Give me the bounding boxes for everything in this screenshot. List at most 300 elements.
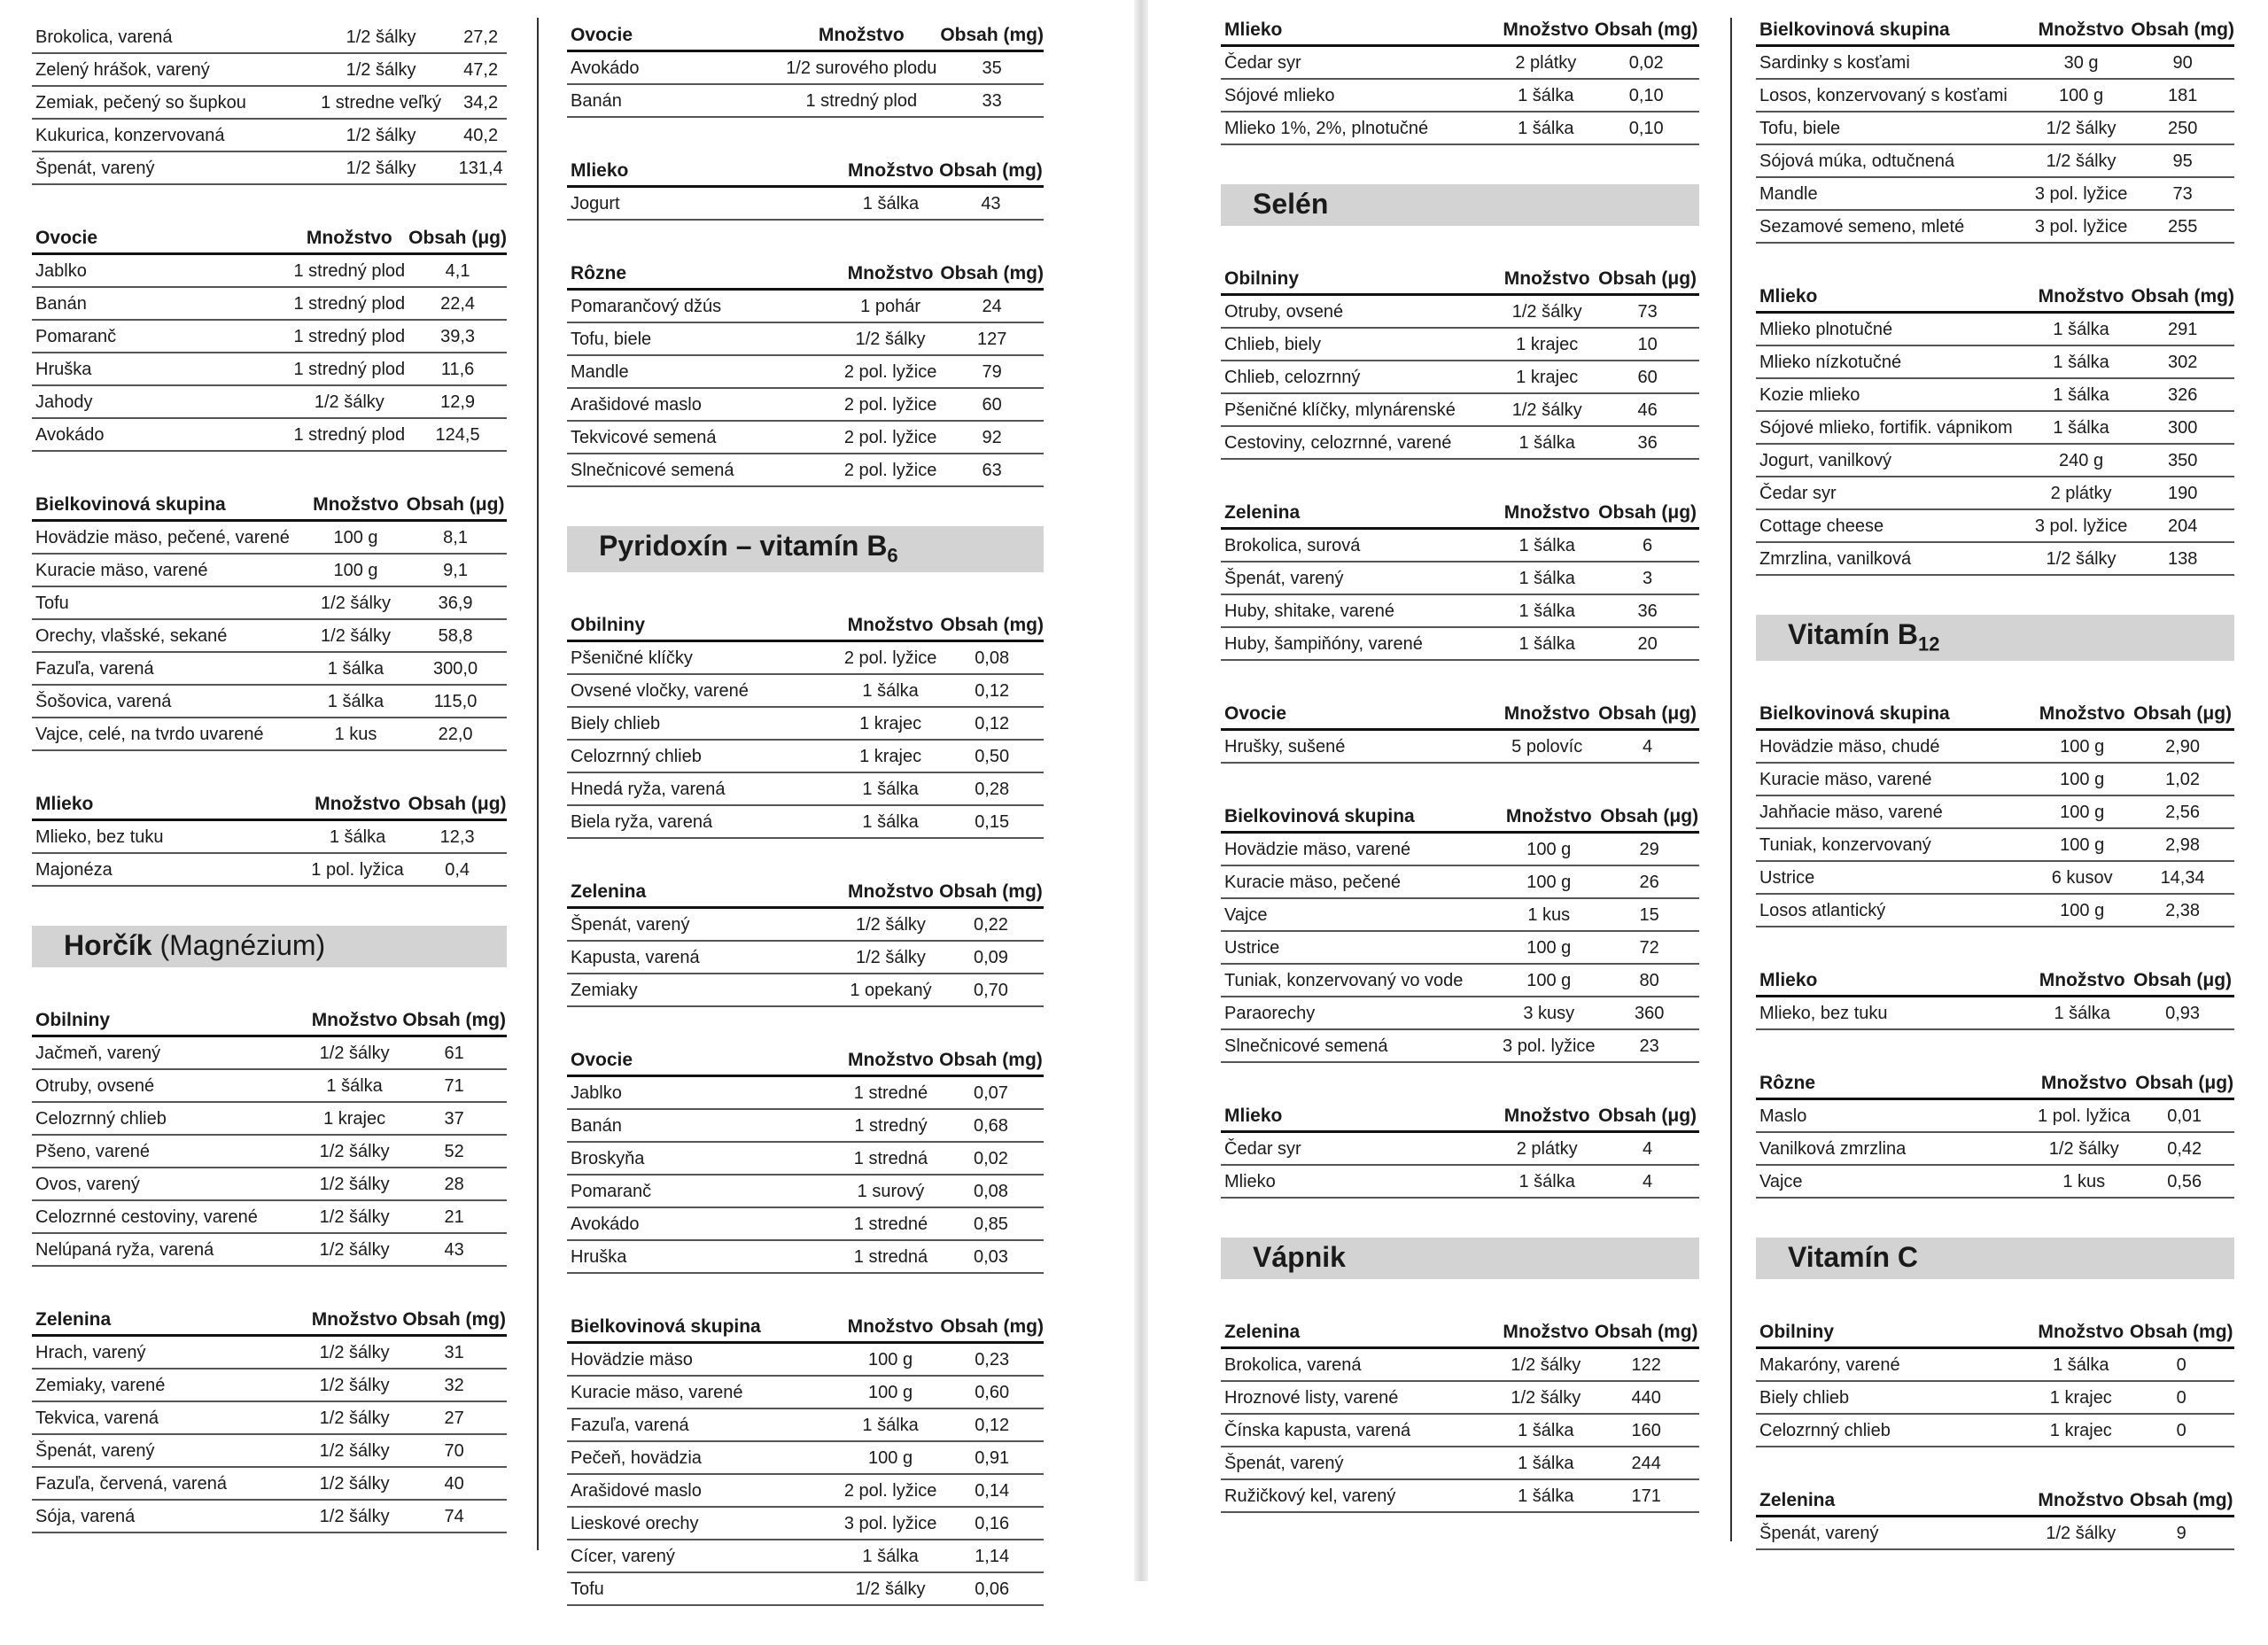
content-value: 131,4 bbox=[451, 151, 507, 184]
table-row bbox=[32, 119, 507, 151]
food-name: Paraorechy bbox=[1221, 997, 1498, 1029]
food-name: Kozie mlieko bbox=[1756, 378, 2031, 411]
quantity: 1 pohár bbox=[841, 290, 937, 323]
quantity: 1/2 šálky bbox=[307, 1200, 398, 1233]
content-value: 90 bbox=[2127, 46, 2234, 80]
quantity: 1/2 šálky bbox=[307, 53, 451, 86]
food-name: Tofu, biele bbox=[567, 322, 841, 355]
content-value: 28 bbox=[398, 1168, 507, 1200]
quantity: 2 pol. lyžice bbox=[841, 421, 937, 454]
table-row bbox=[1756, 144, 2234, 177]
content-value: 9,1 bbox=[400, 554, 507, 586]
quantity: 1 šálka bbox=[307, 652, 400, 685]
table-row bbox=[1756, 795, 2234, 828]
quantity: 1 šálka bbox=[2031, 313, 2128, 346]
table-row bbox=[32, 853, 507, 886]
table-row bbox=[1756, 444, 2234, 477]
content-header: Obsah (mg) bbox=[398, 1006, 507, 1036]
food-name: Celozrnný chlieb bbox=[1756, 1414, 2033, 1447]
quantity-header: Množstvo bbox=[1498, 265, 1592, 295]
food-name: Cottage cheese bbox=[1756, 509, 2031, 542]
content-value: 440 bbox=[1589, 1381, 1699, 1414]
content-value: 0,28 bbox=[936, 772, 1044, 805]
content-value: 21 bbox=[398, 1200, 507, 1233]
food-name: Cestoviny, celozrnné, varené bbox=[1221, 426, 1498, 459]
content-value: 36 bbox=[1592, 594, 1699, 627]
table-row bbox=[1756, 1099, 2234, 1133]
quantity: 1/2 šálky bbox=[2031, 112, 2128, 144]
quantity: 100 g bbox=[841, 1441, 937, 1474]
food-name: Jahody bbox=[32, 385, 291, 418]
quantity: 1 krajec bbox=[1498, 361, 1592, 393]
section-heading bbox=[32, 926, 507, 967]
food-name: Špenát, varený bbox=[567, 908, 843, 942]
table-header-row bbox=[567, 21, 1044, 51]
category-header: Rôzne bbox=[567, 260, 841, 290]
quantity: 2 plátky bbox=[1498, 1132, 1592, 1166]
quantity: 1/2 šálky bbox=[307, 21, 451, 53]
content-value: 12,9 bbox=[405, 385, 507, 418]
content-value: 0,60 bbox=[936, 1376, 1044, 1408]
food-name: Sardinky s kosťami bbox=[1756, 46, 2031, 80]
quantity-header: Množstvo bbox=[307, 1306, 398, 1336]
content-value: 4 bbox=[1592, 1165, 1699, 1198]
content-value: 124,5 bbox=[405, 418, 507, 451]
nutrient-table bbox=[1756, 1486, 2234, 1550]
nutrient-table bbox=[1221, 16, 1699, 145]
quantity: 100 g bbox=[841, 1376, 937, 1408]
table-row bbox=[567, 355, 1044, 388]
table-row bbox=[567, 772, 1044, 805]
category-header: Mlieko bbox=[1756, 966, 2033, 997]
quantity: 1/2 šálky bbox=[841, 1572, 937, 1605]
table-row bbox=[1221, 1029, 1699, 1062]
quantity: 100 g bbox=[2033, 763, 2127, 795]
section-subscript: 12 bbox=[1918, 632, 1940, 656]
section-heading bbox=[1756, 615, 2234, 661]
content-value: 15 bbox=[1596, 898, 1699, 931]
table-row bbox=[32, 685, 507, 718]
table-row bbox=[32, 287, 507, 320]
quantity: 1 šálka bbox=[841, 805, 937, 838]
nutrient-table bbox=[567, 878, 1044, 1007]
food-name: Zmrzlina, vanilková bbox=[1756, 542, 2031, 575]
food-name: Nelúpaná ryža, varená bbox=[32, 1233, 307, 1266]
food-name: Hovädzie mäso, pečené, varené bbox=[32, 521, 307, 555]
nutrient-table bbox=[1756, 16, 2234, 244]
food-name: Špenát, varený bbox=[1756, 1517, 2033, 1550]
quantity: 1 šálka bbox=[843, 187, 935, 221]
food-name: Tekvica, varená bbox=[32, 1401, 307, 1434]
content-value: 2,56 bbox=[2127, 795, 2234, 828]
table-row bbox=[567, 707, 1044, 740]
table-header-row bbox=[1756, 1318, 2234, 1348]
quantity: 3 pol. lyžice bbox=[2031, 177, 2128, 210]
quantity: 1/2 šálky bbox=[307, 1336, 398, 1370]
food-name: Banán bbox=[567, 84, 782, 117]
table-row bbox=[1221, 931, 1699, 964]
quantity-header: Množstvo bbox=[782, 21, 936, 51]
content-value: 4,1 bbox=[405, 254, 507, 288]
table-row bbox=[567, 641, 1044, 675]
food-name: Huby, shitake, varené bbox=[1221, 594, 1498, 627]
quantity: 1 šálka bbox=[1498, 562, 1592, 594]
food-name: Kuracie mäso, pečené bbox=[1221, 865, 1498, 898]
food-name: Kuracie mäso, varené bbox=[32, 554, 307, 586]
category-header: Ovocie bbox=[567, 21, 782, 51]
content-value: 0,68 bbox=[935, 1109, 1044, 1142]
column-divider bbox=[537, 18, 539, 1550]
table-header-row bbox=[32, 224, 507, 254]
nutrient-table bbox=[1756, 1318, 2234, 1447]
quantity: 1 stredná bbox=[843, 1240, 935, 1273]
food-name: Šošovica, varená bbox=[32, 685, 307, 718]
table-row bbox=[567, 187, 1044, 221]
category-header: Obilniny bbox=[1221, 265, 1498, 295]
quantity: 3 pol. lyžice bbox=[2031, 210, 2128, 243]
food-name: Zemiaky bbox=[567, 974, 843, 1006]
content-value: 37 bbox=[398, 1102, 507, 1135]
food-name: Vanilková zmrzlina bbox=[1756, 1132, 2033, 1165]
quantity: 1/2 šálky bbox=[307, 1233, 398, 1266]
quantity: 1 krajec bbox=[2033, 1414, 2124, 1447]
quantity: 100 g bbox=[307, 521, 400, 555]
table-row bbox=[567, 908, 1044, 942]
category-header: Bielkovinová skupina bbox=[567, 1313, 841, 1343]
quantity-header: Množstvo bbox=[2033, 1318, 2124, 1348]
food-name: Brokolica, surová bbox=[1221, 529, 1498, 563]
content-value: 52 bbox=[398, 1135, 507, 1168]
table-row bbox=[32, 1434, 507, 1467]
content-value: 127 bbox=[936, 322, 1044, 355]
table-row bbox=[32, 1069, 507, 1102]
quantity-header: Množstvo bbox=[843, 157, 935, 187]
content-value: 36,9 bbox=[400, 586, 507, 619]
table-row bbox=[1221, 361, 1699, 393]
table-row bbox=[1221, 865, 1699, 898]
content-value: 47,2 bbox=[451, 53, 507, 86]
content-value: 0,10 bbox=[1589, 112, 1699, 144]
quantity: 1 šálka bbox=[2031, 345, 2128, 378]
food-name: Tuniak, konzervovaný vo vode bbox=[1221, 964, 1498, 997]
table-row bbox=[567, 51, 1044, 85]
table-row bbox=[567, 1572, 1044, 1605]
table-row bbox=[567, 84, 1044, 117]
food-name: Orechy, vlašské, sekané bbox=[32, 619, 307, 652]
quantity-header: Množstvo bbox=[2033, 700, 2127, 730]
food-name: Pomarančový džús bbox=[567, 290, 841, 323]
content-value: 0,14 bbox=[936, 1474, 1044, 1507]
food-name: Špenát, varený bbox=[1221, 1447, 1498, 1479]
table-row bbox=[1221, 1381, 1699, 1414]
quantity: 1 krajec bbox=[1498, 328, 1592, 361]
food-name: Fazuľa, varená bbox=[567, 1408, 841, 1441]
quantity: 1 stredný plod bbox=[291, 353, 406, 385]
table-row bbox=[1756, 997, 2234, 1030]
quantity-header: Množstvo bbox=[291, 224, 406, 254]
food-name: Čedar syr bbox=[1221, 46, 1498, 80]
content-value: 10 bbox=[1592, 328, 1699, 361]
section-heading bbox=[1221, 1238, 1699, 1279]
content-header: Obsah (mg) bbox=[398, 1306, 507, 1336]
quantity: 1/2 šálky bbox=[307, 1500, 398, 1532]
quantity: 1 kus bbox=[307, 718, 400, 750]
content-value: 360 bbox=[1596, 997, 1699, 1029]
content-value: 0,23 bbox=[936, 1343, 1044, 1377]
nutrient-table bbox=[1221, 1318, 1699, 1513]
content-value: 20 bbox=[1592, 627, 1699, 660]
food-name: Biely chlieb bbox=[567, 707, 841, 740]
table-row bbox=[32, 53, 507, 86]
quantity: 100 g bbox=[1498, 964, 1596, 997]
page1-column1 bbox=[32, 21, 507, 1572]
table-row bbox=[32, 1135, 507, 1168]
quantity-header: Množstvo bbox=[2033, 966, 2127, 997]
table-row bbox=[32, 418, 507, 451]
table-header-row bbox=[1221, 1318, 1699, 1348]
nutrient-table bbox=[567, 1313, 1044, 1606]
food-name: Banán bbox=[32, 287, 291, 320]
food-name: Losos, konzervovaný s kosťami bbox=[1756, 79, 2031, 112]
content-value: 300,0 bbox=[400, 652, 507, 685]
table-row bbox=[1221, 1414, 1699, 1447]
quantity-header: Množstvo bbox=[841, 611, 937, 641]
table-row bbox=[32, 353, 507, 385]
content-value: 0,85 bbox=[935, 1207, 1044, 1240]
quantity: 1 stredné bbox=[843, 1076, 935, 1110]
table-row bbox=[567, 454, 1044, 486]
content-value: 181 bbox=[2127, 79, 2234, 112]
table-row bbox=[1756, 210, 2234, 243]
food-name: Sójové mlieko, fortifik. vápnikom bbox=[1756, 411, 2031, 444]
quantity: 3 pol. lyžice bbox=[1498, 1029, 1596, 1062]
table-row bbox=[32, 586, 507, 619]
category-header: Mlieko bbox=[1756, 283, 2031, 313]
quantity-header: Množstvo bbox=[1498, 700, 1592, 730]
food-name: Jahňacie mäso, varené bbox=[1756, 795, 2033, 828]
content-value: 0,70 bbox=[935, 974, 1044, 1006]
table-row bbox=[1756, 828, 2234, 861]
content-value: 2,98 bbox=[2127, 828, 2234, 861]
section-title: Pyridoxín – vitamín B bbox=[599, 530, 888, 562]
table-row bbox=[1221, 997, 1699, 1029]
quantity: 1 šálka bbox=[2031, 378, 2128, 411]
food-name: Vajce bbox=[1756, 1165, 2033, 1198]
table-row bbox=[1756, 345, 2234, 378]
category-header: Bielkovinová skupina bbox=[1756, 700, 2033, 730]
table-row bbox=[32, 1336, 507, 1370]
food-name: Ustrice bbox=[1221, 931, 1498, 964]
content-header: Obsah (mg) bbox=[2124, 1486, 2234, 1517]
quantity-header: Množstvo bbox=[2031, 283, 2128, 313]
quantity: 1/2 šálky bbox=[291, 385, 406, 418]
food-name: Jačmeň, varený bbox=[32, 1036, 307, 1070]
nutrient-table bbox=[32, 1306, 507, 1533]
category-header: Zelenina bbox=[1221, 1318, 1498, 1348]
quantity: 1 šálka bbox=[1498, 79, 1589, 112]
table-row bbox=[1221, 426, 1699, 459]
food-name: Hrušky, sušené bbox=[1221, 730, 1498, 764]
content-header: Obsah (mg) bbox=[2127, 16, 2234, 46]
nutrient-table bbox=[32, 491, 507, 751]
food-name: Hroznové listy, varené bbox=[1221, 1381, 1498, 1414]
content-value: 122 bbox=[1589, 1348, 1699, 1382]
table-header-row bbox=[32, 1306, 507, 1336]
food-name: Avokádo bbox=[567, 1207, 843, 1240]
nutrient-table bbox=[1221, 1102, 1699, 1199]
content-value: 61 bbox=[398, 1036, 507, 1070]
food-name: Špenát, varený bbox=[32, 1434, 307, 1467]
nutrient-table bbox=[567, 21, 1044, 118]
content-value: 39,3 bbox=[405, 320, 507, 353]
nutrient-table bbox=[1756, 700, 2234, 927]
page2-column1 bbox=[1221, 16, 1699, 1552]
quantity-header: Množstvo bbox=[1498, 16, 1589, 46]
table-row bbox=[1756, 1381, 2234, 1414]
section-title: Horčík bbox=[64, 929, 152, 961]
food-name: Sójové mlieko bbox=[1221, 79, 1498, 112]
quantity-header: Množstvo bbox=[307, 790, 404, 820]
table-row bbox=[1221, 1165, 1699, 1198]
food-name: Huby, šampiňóny, varené bbox=[1221, 627, 1498, 660]
table-row bbox=[1221, 328, 1699, 361]
quantity: 1/2 šálky bbox=[1498, 393, 1592, 426]
table-row bbox=[32, 385, 507, 418]
content-value: 0,08 bbox=[936, 641, 1044, 675]
content-value: 11,6 bbox=[405, 353, 507, 385]
food-name: Losos atlantický bbox=[1756, 894, 2033, 927]
food-name: Ružičkový kel, varený bbox=[1221, 1479, 1498, 1512]
quantity: 2 pol. lyžice bbox=[841, 641, 937, 675]
quantity: 1 šálka bbox=[2033, 997, 2127, 1030]
table-row bbox=[1756, 730, 2234, 764]
food-name: Avokádo bbox=[32, 418, 291, 451]
food-name: Ovos, varený bbox=[32, 1168, 307, 1200]
food-name: Kukurica, konzervovaná bbox=[32, 119, 307, 151]
quantity: 1/2 šálky bbox=[307, 1401, 398, 1434]
food-name: Fazuľa, varená bbox=[32, 652, 307, 685]
table-row bbox=[1221, 529, 1699, 563]
page2-column2 bbox=[1756, 16, 2234, 1589]
quantity: 1 krajec bbox=[2033, 1381, 2124, 1414]
table-row bbox=[567, 1240, 1044, 1273]
food-name: Pšeno, varené bbox=[32, 1135, 307, 1168]
nutrient-table bbox=[567, 611, 1044, 839]
table-row bbox=[32, 1233, 507, 1266]
content-value: 14,34 bbox=[2127, 861, 2234, 894]
food-name: Makaróny, varené bbox=[1756, 1348, 2033, 1382]
quantity-header: Množstvo bbox=[2031, 16, 2128, 46]
category-header: Mlieko bbox=[567, 157, 843, 187]
food-name: Sójová múka, odtučnená bbox=[1756, 144, 2031, 177]
food-name: Kapusta, varená bbox=[567, 941, 843, 974]
food-name: Tuniak, konzervovaný bbox=[1756, 828, 2033, 861]
food-name: Chlieb, biely bbox=[1221, 328, 1498, 361]
food-name: Otruby, ovsené bbox=[1221, 295, 1498, 329]
content-value: 34,2 bbox=[451, 86, 507, 119]
table-row bbox=[1221, 112, 1699, 144]
content-value: 255 bbox=[2127, 210, 2234, 243]
content-value: 6 bbox=[1592, 529, 1699, 563]
content-value: 250 bbox=[2127, 112, 2234, 144]
content-value: 95 bbox=[2127, 144, 2234, 177]
food-name: Slnečnicové semená bbox=[567, 454, 841, 486]
book-spine bbox=[1134, 0, 1148, 1581]
content-value: 3 bbox=[1592, 562, 1699, 594]
table-row bbox=[1756, 313, 2234, 346]
content-value: 0,15 bbox=[936, 805, 1044, 838]
table-row bbox=[32, 320, 507, 353]
table-row bbox=[32, 1200, 507, 1233]
table-header-row bbox=[1221, 700, 1699, 730]
content-value: 1,14 bbox=[936, 1540, 1044, 1572]
nutrient-table bbox=[32, 224, 507, 452]
table-row bbox=[1221, 393, 1699, 426]
content-value: 0,07 bbox=[935, 1076, 1044, 1110]
nutrient-table bbox=[1221, 499, 1699, 661]
content-value: 244 bbox=[1589, 1447, 1699, 1479]
quantity: 1/2 šálky bbox=[841, 322, 937, 355]
quantity: 1 pol. lyžica bbox=[2033, 1099, 2131, 1133]
content-value: 8,1 bbox=[400, 521, 507, 555]
content-value: 35 bbox=[936, 51, 1044, 85]
quantity: 1 šálka bbox=[1498, 1447, 1589, 1479]
content-header: Obsah (μg) bbox=[2127, 966, 2234, 997]
food-name: Celozrnný chlieb bbox=[567, 740, 841, 772]
table-row bbox=[1756, 509, 2234, 542]
table-row bbox=[1756, 477, 2234, 509]
quantity: 100 g bbox=[1498, 865, 1596, 898]
table-row bbox=[567, 974, 1044, 1006]
table-row bbox=[567, 1207, 1044, 1240]
content-value: 138 bbox=[2127, 542, 2234, 575]
food-name: Sezamové semeno, mleté bbox=[1756, 210, 2031, 243]
quantity: 1/2 šálky bbox=[843, 941, 935, 974]
section-subscript: 6 bbox=[887, 544, 898, 567]
food-name: Pšeničné klíčky bbox=[567, 641, 841, 675]
food-name: Špenát, varený bbox=[1221, 562, 1498, 594]
food-name: Mandle bbox=[1756, 177, 2031, 210]
food-name: Fazuľa, červená, varená bbox=[32, 1467, 307, 1500]
table-row bbox=[567, 1142, 1044, 1175]
food-name: Hnedá ryža, varená bbox=[567, 772, 841, 805]
food-name: Banán bbox=[567, 1109, 843, 1142]
food-name: Biely chlieb bbox=[1756, 1381, 2033, 1414]
content-value: 0,12 bbox=[936, 674, 1044, 707]
food-name: Brokolica, varená bbox=[32, 21, 307, 53]
content-header: Obsah (mg) bbox=[2124, 1318, 2234, 1348]
content-value: 0 bbox=[2124, 1381, 2234, 1414]
content-value: 43 bbox=[398, 1233, 507, 1266]
quantity: 1 šálka bbox=[841, 1540, 937, 1572]
nutrient-table bbox=[567, 157, 1044, 221]
food-name: Mlieko bbox=[1221, 1165, 1498, 1198]
quantity: 100 g bbox=[2031, 79, 2128, 112]
content-value: 0,02 bbox=[1589, 46, 1699, 80]
quantity: 2 pol. lyžice bbox=[841, 454, 937, 486]
content-value: 0,03 bbox=[935, 1240, 1044, 1273]
food-name: Arašidové maslo bbox=[567, 1474, 841, 1507]
table-row bbox=[567, 290, 1044, 323]
content-header: Obsah (mg) bbox=[2127, 283, 2234, 313]
content-value: 160 bbox=[1589, 1414, 1699, 1447]
category-header: Rôzne bbox=[1756, 1069, 2033, 1099]
quantity: 100 g bbox=[2033, 894, 2127, 927]
content-header: Obsah (mg) bbox=[936, 21, 1044, 51]
table-row bbox=[1221, 833, 1699, 866]
category-header: Ovocie bbox=[32, 224, 291, 254]
food-name: Broskyňa bbox=[567, 1142, 843, 1175]
